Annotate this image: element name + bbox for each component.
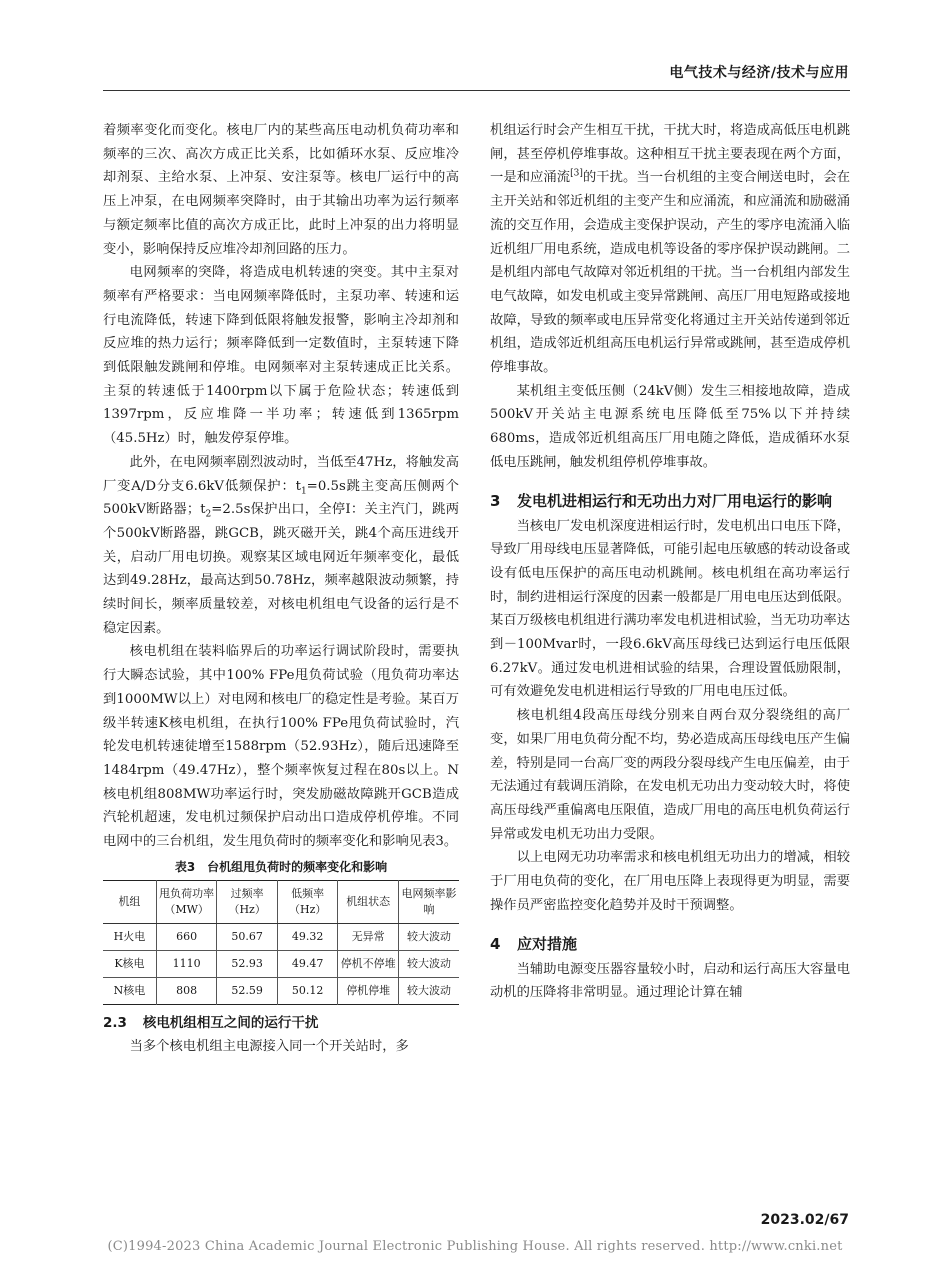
table-cell: 52.93 bbox=[217, 950, 278, 977]
section-number: 3 bbox=[490, 491, 501, 510]
t1-subscript: 1 bbox=[300, 486, 307, 497]
citation-ref: [3] bbox=[570, 168, 583, 179]
section-2-3-heading bbox=[103, 1011, 459, 1035]
left-column bbox=[103, 119, 459, 1059]
header-rule bbox=[103, 90, 850, 91]
left-paragraph-4: 核电机组在装料临界后的功率运行调试阶段时，需要执行大瞬态试验，其中100% FPe甩负荷试验（甩负荷功率达到1000MW以上）对电网和核电厂的稳定性是考验。某百万级半转速K核电机组，在执行100% FPe甩负荷试验时，汽轮发电机转速徒增至1588rpm（52.93Hz），随后迅速降至1484rpm（49.47Hz），整个频率恢复过程在80s以上。N核电机组808MW功率运行时，突发励磁故障跳开GCB造成汽轮机超速，发电机过频保护启动出口造成停机停堆。不同电网中的三台机组，发生甩负荷时的频率变化和影响见表3。 bbox=[103, 644, 459, 850]
table-header-cell: 过频率（Hz） bbox=[217, 880, 278, 923]
right-paragraph-6: 当辅助电源变压器容量较小时，启动和运行高压大容量电动机的压降将非常明显。通过理论计算在辅 bbox=[490, 961, 850, 1001]
table-cell: K核电 bbox=[103, 950, 156, 977]
t2-subscript: 2 bbox=[205, 509, 212, 520]
table-cell: 较大波动 bbox=[398, 950, 459, 977]
copyright-footer: (C)1994-2023 China Academic Journal Electronic Publishing House. All rights reserved. http://www.cnki.net bbox=[107, 1239, 843, 1254]
table-row bbox=[103, 950, 459, 977]
table-header-cell: 机组状态 bbox=[338, 880, 399, 923]
section-4-heading bbox=[490, 932, 850, 956]
table-cell: N核电 bbox=[103, 977, 156, 1004]
table-cell: H火电 bbox=[103, 923, 156, 950]
table-header-cell: 甩负荷功率（MW） bbox=[156, 880, 217, 923]
left-paragraph-2: 电网频率的突降，将造成电机转速的突变。其中主泵对频率有严格要求：当电网频率降低时，主泵功率、转速和运行电流降低，转速下降到低限将触发报警，影响主冷却剂和反应堆的热力运行；频率降低到一定数值时，主泵转速下降到低限触发跳闸和停堆。电网频率对主泵转速成正比关系。主泵的转速低于1400rpm以下属于危险状态；转速低到1397rpm，反应堆降一半功率；转速低到1365rpm（45.5Hz）时，触发停泵停堆。 bbox=[103, 265, 459, 447]
p3-text-c: =2.5s保护出口，全停Ⅰ：关主汽门，跳两个500kV断路器，跳GCB，跳灭磁开关，跳4个高压进线开关，启动厂用电切换。观察某区域电网近年频率变化，最低达到49.28Hz，最高达到50.78Hz，频率越限波动频繁，持续时间长，频率质量较差，对核电机组电气设备的运行是不稳定因素。 bbox=[103, 502, 459, 636]
left-paragraph-3 bbox=[103, 451, 459, 641]
table-cell: 无异常 bbox=[338, 923, 399, 950]
left-paragraph-1: 着频率变化而变化。核电厂内的某些高压电动机负荷功率和频率的三次、高次方成正比关系，比如循环水泵、反应堆冷却剂泵、主给水泵、上冲泵、安注泵等。核电厂运行中的高压上冲泵，在电网频率突降时，由于其输出功率为运行频率与额定频率比值的高次方成正比，此时上冲泵的出力将明显变小，影响保持反应堆冷却剂回路的压力。 bbox=[103, 123, 459, 257]
table-cell: 660 bbox=[156, 923, 217, 950]
page-number: 2023.02∕67 bbox=[760, 1212, 849, 1228]
table-cell: 较大波动 bbox=[398, 977, 459, 1004]
right-paragraph-1 bbox=[490, 119, 850, 380]
section-title: 应对措施 bbox=[517, 934, 578, 953]
table-cell: 49.47 bbox=[277, 950, 338, 977]
table-header-row bbox=[103, 880, 459, 923]
right-paragraph-4: 核电机组4段高压母线分别来自两台双分裂绕组的高厂变，如果厂用电负荷分配不均，势必造成高压母线电压产生偏差，特别是同一台高厂变的两段分裂母线产生电压偏差，由于无法通过有载调压消除，在发电机无功出力变动较大时，将使高压母线严重偏离电压限值，造成厂用电的高压电机负荷运行异常或发电机无功出力受限。 bbox=[490, 708, 850, 842]
p3-text-b: =0.5s跳主变高压侧两个500kV断路器；t bbox=[103, 478, 459, 518]
table-cell: 49.32 bbox=[277, 923, 338, 950]
table-header-cell: 低频率（Hz） bbox=[277, 880, 338, 923]
table-cell: 停机停堆 bbox=[338, 977, 399, 1004]
table-row bbox=[103, 923, 459, 950]
p1-text-b: 的干扰。当一台机组的主变合闸送电时，会在主开关站和邻近机组的主变产生和应涌流，和应涌流和励磁涌流的交互作用，会造成主变保护误动，产生的零序电流涌入临近机组厂用电系统，造成电机等设备的零序保护误动跳闸。二是机组内部电气故障对邻近机组的干扰。当一台机组内部发生电气故障，如发电机或主变异常跳闸、高压厂用电短路或接地故障，导致的频率或电压异常变化将通过主开关站传递到邻近机组，造成邻近机组高压电机运行异常或跳闸，甚至造成停机停堆事故。 bbox=[490, 170, 851, 376]
table-cell: 停机不停堆 bbox=[338, 950, 399, 977]
p1-text-a: 机组运行时会产生相互干扰，干扰大时，将造成高低压电机跳闸，甚至停机停堆事故。这种相互干扰主要表现在两个方面，一是和应涌流 bbox=[490, 123, 850, 186]
section-number: 4 bbox=[490, 934, 501, 953]
section-number: 2.3 bbox=[103, 1014, 127, 1031]
journal-header: 电气技术与经济∕技术与应用 bbox=[669, 65, 849, 81]
table-header-cell: 机组 bbox=[103, 880, 156, 923]
right-paragraph-5: 以上电网无功功率需求和核电机组无功出力的增减，相较于厂用电负荷的变化，在厂用电压降上表现得更为明显，需要操作员严密监控变化趋势并及时干预调整。 bbox=[490, 850, 850, 913]
table-cell: 52.59 bbox=[217, 977, 278, 1004]
table-header-cell: 电网频率影响 bbox=[398, 880, 459, 923]
section-3-heading bbox=[490, 489, 850, 513]
left-paragraph-5: 当多个核电机组主电源接入同一个开关站时，多 bbox=[129, 1038, 409, 1054]
table-cell: 808 bbox=[156, 977, 217, 1004]
table-cell: 50.12 bbox=[277, 977, 338, 1004]
p3-text-a: 此外，在电网频率剧烈波动时，当低至47Hz，将触发高厂变A/D分支6.6kV低频保护：t bbox=[103, 454, 459, 494]
right-column bbox=[490, 119, 850, 1005]
table-row bbox=[103, 977, 459, 1004]
frequency-table bbox=[103, 880, 459, 1005]
table-caption: 表3 台机组甩负荷时的频率变化和影响 bbox=[174, 859, 388, 874]
table-cell: 1110 bbox=[156, 950, 217, 977]
right-paragraph-2: 某机组主变低压侧（24kV侧）发生三相接地故障，造成500kV开关站主电源系统电压降低至75%以下并持续680ms，造成邻近机组高压厂用电随之降低，造成循环水泵低电压跳闸，触发机组停机停堆事故。 bbox=[490, 383, 850, 470]
table-cell: 较大波动 bbox=[406, 929, 451, 943]
section-title: 核电机组相互之间的运行干扰 bbox=[142, 1014, 319, 1031]
right-paragraph-3: 当核电厂发电机深度进相运行时，发电机出口电压下降，导致厂用母线电压显著降低，可能引起电压敏感的转动设备或设有低电压保护的高压电动机跳闸。核电机组在高功率运行时，制约进相运行深度的因素一般都是厂用电电压达到低限。某百万级核电机组进行满功率发电机进相试验，当无功功率达到－100Mvar时，一段6.6kV高压母线已达到运行电压低限6.27kV。通过发电机进相试验的结果，合理设置低励限制，可有效避免发电机进相运行导致的厂用电电压过低。 bbox=[490, 518, 850, 700]
section-title: 发电机进相运行和无功出力对厂用电运行的影响 bbox=[517, 491, 833, 510]
table-cell: 50.67 bbox=[217, 923, 278, 950]
